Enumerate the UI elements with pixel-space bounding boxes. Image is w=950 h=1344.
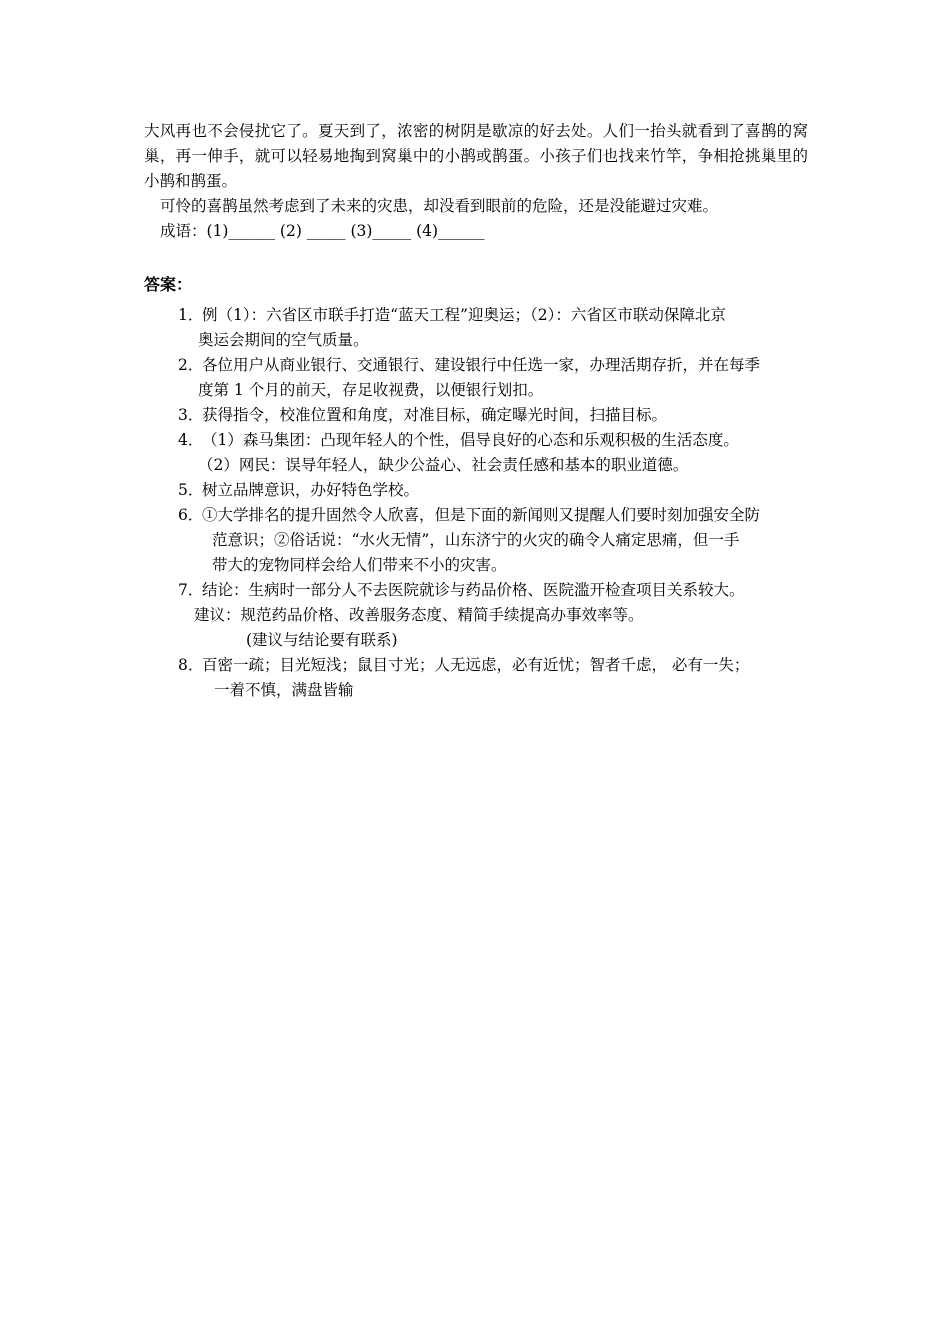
answer-number: 1． (178, 306, 204, 324)
reading-passage (144, 119, 808, 244)
answer-item-2 (144, 353, 808, 403)
idiom-blank-2: (2) _____ (274, 222, 346, 240)
answer-item-8 (144, 653, 808, 703)
passage-paragraph-1: 大风再也不会侵扰它了。夏天到了，浓密的树阴是歇凉的好去处。人们一抬头就看到了喜鹊的窝巢，再一伸手，就可以轻易地掏到窝巢中的小鹊或鹊蛋。小孩子们也找来竹竿，争相抢挑巢里的小鹊和鹊蛋。 (144, 122, 808, 190)
answer-line: 范意识；②俗话说：“水火无情”，山东济宁的火灾的确令人痛定思痛，但一手 (212, 531, 740, 549)
answer-number: 5． (178, 481, 204, 499)
answer-line: 结论：生病时一部分人不去医院就诊与药品价格、医院滥开检查项目关系较大。 (202, 581, 745, 599)
answer-item-7 (144, 578, 808, 653)
idiom-blank-3: (3)_____ (345, 222, 412, 240)
answer-line: 例（1）：六省区市联手打造“蓝天工程”迎奥运；（2）：六省区市联动保障北京 (202, 306, 726, 324)
answer-item-6 (144, 503, 808, 578)
idiom-answer-line (144, 219, 808, 244)
answer-number: 3． (178, 406, 204, 424)
answer-line: 建议：规范药品价格、改善服务态度、精简手续提高办事效率等。 (194, 606, 644, 624)
idiom-blank-4: (4)______ (411, 222, 485, 240)
answer-line: 奥运会期间的空气质量。 (198, 331, 369, 349)
answer-line: 百密一疏；目光短浅；鼠目寸光；人无远虑，必有近忧；智者千虑， 必有一失； (202, 656, 750, 674)
answer-item-3 (144, 403, 808, 428)
answer-note: (建议与结论要有联系) (246, 631, 398, 649)
answer-line: 度第 1 个月的前天，存足收视费，以便银行划扣。 (198, 381, 544, 399)
answer-line: （1）森马集团：凸现年轻人的个性，倡导良好的心态和乐观积极的生活态度。 (202, 431, 739, 449)
answer-line: 树立品牌意识，办好特色学校。 (202, 481, 420, 499)
passage-paragraph-2: 可怜的喜鹊虽然考虑到了未来的灾患，却没看到眼前的危险，还是没能避过灾难。 (160, 197, 719, 215)
answer-number: 6． (178, 506, 204, 524)
answer-line: 一着不慎，满盘皆输 (214, 681, 354, 699)
answer-number: 4． (178, 431, 204, 449)
answer-number: 7． (178, 581, 204, 599)
answer-line: 带大的宠物同样会给人们带来不小的灾害。 (212, 556, 507, 574)
answer-heading: 答案： (144, 275, 193, 294)
answer-line: ①大学排名的提升固然令人欣喜，但是下面的新闻则又提醒人们要时刻加强安全防 (202, 506, 761, 524)
answer-item-5 (144, 478, 808, 503)
answer-line: 获得指令，校准位置和角度，对准目标，确定曝光时间，扫描目标。 (202, 406, 668, 424)
answer-number: 2． (178, 356, 204, 374)
answer-number: 8． (178, 656, 204, 674)
answer-section (144, 272, 808, 703)
idiom-label: 成语： (160, 222, 207, 240)
answer-item-1 (144, 303, 808, 353)
answer-item-4 (144, 428, 808, 478)
answer-line: 各位用户从商业银行、交通银行、建设银行中任选一家，办理活期存折，并在每季 (202, 356, 761, 374)
answer-line: （2）网民：误导年轻人，缺少公益心、社会责任感和基本的职业道德。 (198, 456, 689, 474)
idiom-blank-1: (1)______ (206, 222, 275, 240)
